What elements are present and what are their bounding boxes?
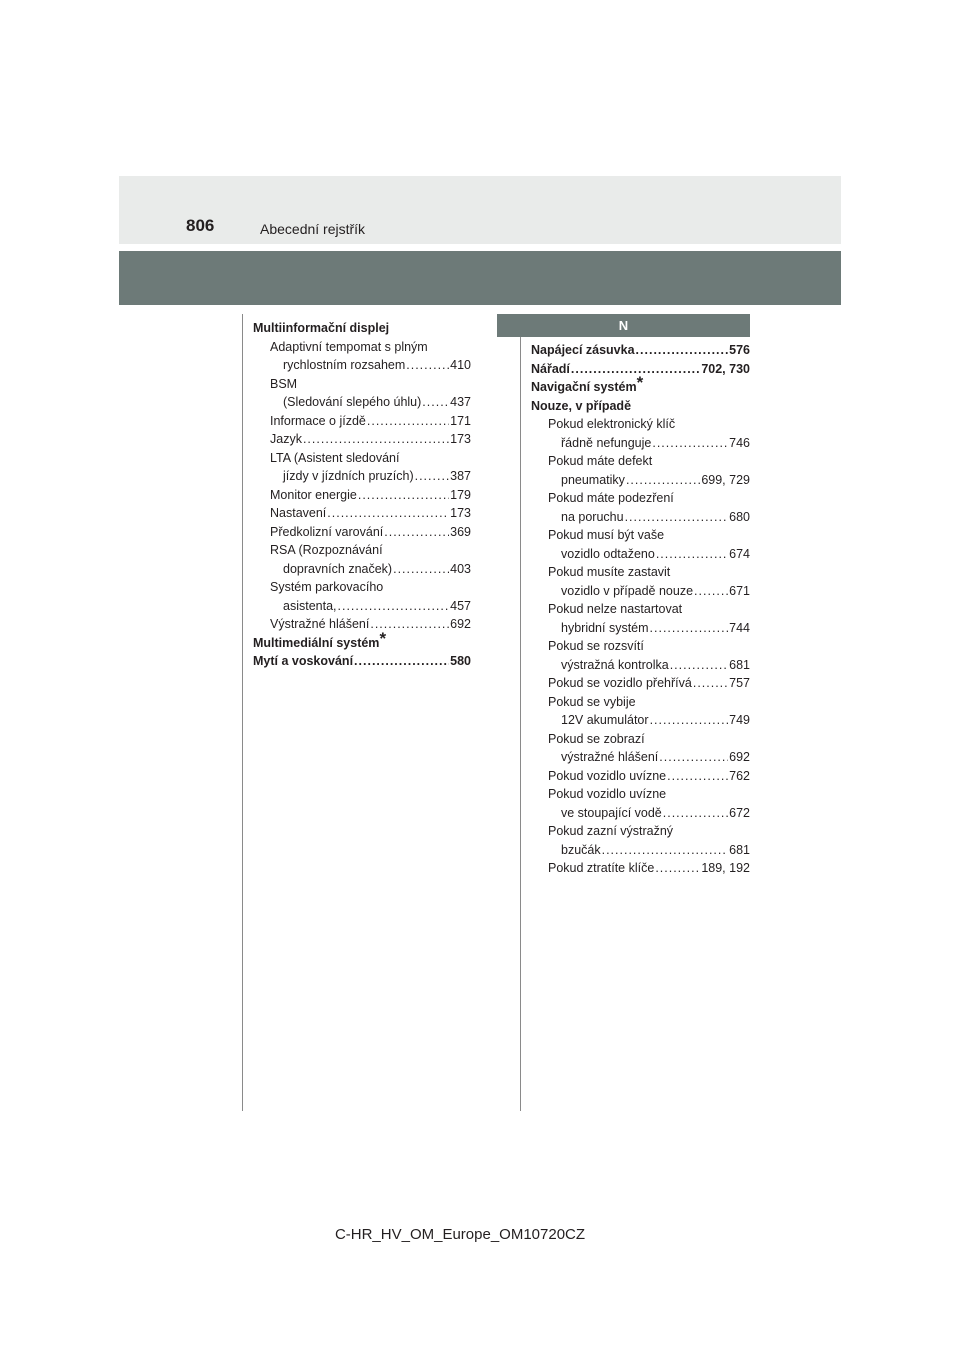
page-reference: 457 [450, 598, 471, 613]
entry-text: Napájecí zásuvka [531, 343, 635, 357]
dot-leader [571, 360, 700, 379]
index-entry [253, 652, 471, 671]
letter-heading-n: N [497, 314, 750, 337]
entry-text: Adaptivní tempomat s plným [270, 339, 428, 354]
page-reference: 403 [450, 561, 471, 576]
dot-leader [652, 434, 728, 453]
entry-text: Pokud elektronický klíč [548, 417, 676, 431]
entry-text: Pokud musí být vaše [548, 528, 665, 542]
index-entry [531, 619, 750, 638]
index-entry [531, 637, 750, 656]
dot-leader [655, 859, 700, 878]
index-entry [531, 693, 750, 712]
index-entry [531, 471, 750, 490]
page-reference: 437 [450, 395, 471, 409]
index-entry [531, 415, 750, 434]
page-reference: 672 [729, 805, 750, 820]
document-code: C-HR_HV_OM_Europe_OM10720CZ [334, 1226, 586, 1243]
entry-text: pneumatiky [561, 472, 625, 487]
footnote-star: * [636, 373, 644, 392]
entry-text: Systém parkovacího [270, 580, 384, 594]
dot-leader [303, 430, 449, 449]
page-reference: 387 [450, 469, 471, 483]
page-reference: 692 [729, 750, 750, 764]
page-reference: 189, 192 [701, 861, 750, 875]
page-reference: 576 [729, 343, 750, 357]
entry-text: RSA (Rozpoznávání [270, 543, 383, 557]
entry-text: vozidlo v případě nouze [561, 583, 694, 598]
index-entry [253, 356, 471, 375]
index-entry [253, 412, 471, 431]
index-entry [531, 341, 750, 360]
index-column-right [531, 341, 750, 878]
index-entry [531, 822, 750, 841]
dot-leader [358, 486, 449, 505]
index-entry [253, 523, 471, 542]
index-entry [531, 711, 750, 730]
dot-leader [650, 711, 729, 730]
page-reference: 681 [729, 842, 750, 857]
dot-leader [422, 393, 449, 412]
index-entry [531, 582, 750, 601]
index-entry [253, 578, 471, 597]
page-reference: 762 [729, 768, 750, 783]
index-entry [253, 319, 471, 338]
index-entry [253, 375, 471, 394]
entry-text: LTA (Asistent sledování [270, 450, 400, 465]
entry-text: Pokud máte podezření [548, 491, 674, 505]
index-entry [531, 841, 750, 860]
entry-text: Nouze, v případě [531, 398, 632, 413]
entry-text: Pokud vozidlo uvízne [548, 768, 667, 783]
page-reference: 171 [450, 413, 471, 428]
index-entry [253, 560, 471, 579]
index-entry [253, 449, 471, 468]
index-entry [253, 430, 471, 449]
index-entry [531, 434, 750, 453]
index-entry [253, 615, 471, 634]
entry-text: dopravních značek) [283, 561, 393, 576]
entry-text: 12V akumulátor [561, 713, 649, 727]
entry-text: Pokud nelze nastartovat [548, 602, 683, 616]
entry-text: (Sledování slepého úhlu) [283, 395, 422, 409]
page-reference: 173 [450, 432, 471, 446]
entry-text: Navigační systém [531, 380, 637, 394]
entry-text: Mytí a voskování [253, 654, 354, 668]
page-reference: 692 [450, 617, 471, 631]
dot-leader [694, 582, 728, 601]
index-entry [531, 859, 750, 878]
entry-text: Pokud se vybije [548, 694, 636, 709]
entry-text: Multimediální systém [253, 635, 380, 650]
entry-text: Pokud vozidlo uvízne [548, 787, 667, 801]
entry-text: Pokud musíte zastavit [548, 565, 671, 579]
index-entry [531, 489, 750, 508]
index-entry [531, 748, 750, 767]
dot-leader [602, 841, 729, 860]
entry-text: Pokud máte defekt [548, 454, 653, 468]
dot-leader [415, 467, 450, 486]
entry-text: ve stoupající vodě [561, 805, 662, 820]
entry-text: na poruchu [561, 509, 624, 524]
dot-leader [626, 471, 700, 490]
footnote-star: * [379, 628, 387, 648]
index-entry [531, 373, 750, 397]
index-entry [531, 674, 750, 693]
index-entry [253, 338, 471, 357]
index-entry [531, 656, 750, 675]
page-reference: 757 [729, 676, 750, 690]
dot-leader [338, 597, 450, 616]
page-reference: 369 [450, 524, 471, 539]
entry-text: Nastavení [270, 506, 327, 520]
dot-leader [659, 748, 728, 767]
dot-leader [367, 412, 449, 431]
page-reference: 580 [450, 654, 471, 668]
entry-text: Multiinformační displej [253, 321, 390, 335]
index-entry [531, 785, 750, 804]
page-number: 806 [186, 216, 215, 235]
index-entry [531, 452, 750, 471]
page-reference: 746 [729, 435, 750, 450]
entry-text: Pokud zazní výstražný [548, 824, 674, 838]
entry-text: asistenta, [283, 598, 337, 613]
dot-leader [406, 356, 449, 375]
index-entry [253, 541, 471, 560]
index-entry [531, 804, 750, 823]
header-band [119, 176, 841, 244]
index-entry [531, 563, 750, 582]
index-entry [531, 730, 750, 749]
section-title: Abecední rejstřík [260, 221, 366, 237]
page-reference: 681 [729, 657, 750, 672]
entry-text: vozidlo odtaženo [561, 546, 655, 561]
page-reference: 749 [729, 713, 750, 727]
index-entry [531, 545, 750, 564]
index-entry [531, 397, 750, 416]
index-entry [253, 467, 471, 486]
entry-text: BSM [270, 376, 298, 391]
entry-text: Předkolizní varování [270, 524, 384, 539]
entry-text: výstražné hlášení [561, 750, 659, 764]
entry-text: Pokud se rozsvítí [548, 639, 644, 653]
entry-text: výstražná kontrolka [561, 657, 669, 672]
dot-leader [327, 504, 449, 523]
dot-leader [693, 674, 728, 693]
page-reference: 744 [729, 620, 750, 635]
page-reference: 179 [450, 487, 471, 502]
entry-text: Pokud se vozidlo přehřívá [548, 676, 692, 690]
entry-text: bzučák [561, 842, 601, 857]
index-column-left [253, 319, 471, 671]
page-reference: 173 [450, 506, 471, 520]
dot-leader [393, 560, 449, 579]
index-entry [531, 767, 750, 786]
entry-text: rychlostním rozsahem [283, 358, 406, 372]
index-entry [253, 504, 471, 523]
index-entry [253, 597, 471, 616]
entry-text: Pokud ztratíte klíče [548, 861, 655, 875]
index-entry [531, 526, 750, 545]
entry-text: Pokud se zobrazí [548, 731, 645, 746]
column-divider-middle [520, 314, 521, 1111]
page-reference: 410 [450, 358, 471, 372]
page-reference: 674 [729, 546, 750, 561]
index-entry [531, 508, 750, 527]
dot-leader [354, 652, 449, 671]
index-entry [531, 600, 750, 619]
entry-text: Informace o jízdě [270, 413, 366, 428]
entry-text: Nářadí [531, 361, 570, 376]
page-reference: 671 [729, 583, 750, 598]
page-reference: 680 [729, 509, 750, 524]
index-entry [253, 393, 471, 412]
dot-leader [663, 804, 728, 823]
dot-leader [670, 656, 728, 675]
dot-leader [636, 341, 729, 360]
page-reference: 702, 730 [701, 361, 750, 376]
dot-leader [656, 545, 728, 564]
entry-text: hybridní systém [561, 620, 649, 635]
entry-text: Monitor energie [270, 487, 357, 502]
index-entry [253, 486, 471, 505]
column-divider-left [242, 314, 243, 1111]
dot-leader [667, 767, 728, 786]
entry-text: Jazyk [270, 432, 302, 446]
dot-leader [650, 619, 729, 638]
entry-text: jízdy v jízdních pruzích) [283, 469, 414, 483]
page-reference: 699, 729 [701, 472, 750, 487]
header-dark-band [119, 251, 841, 305]
entry-text: Výstražné hlášení [270, 617, 370, 631]
dot-leader [625, 508, 729, 527]
index-entry [253, 628, 471, 653]
entry-text: řádně nefunguje [561, 435, 652, 450]
dot-leader [384, 523, 449, 542]
